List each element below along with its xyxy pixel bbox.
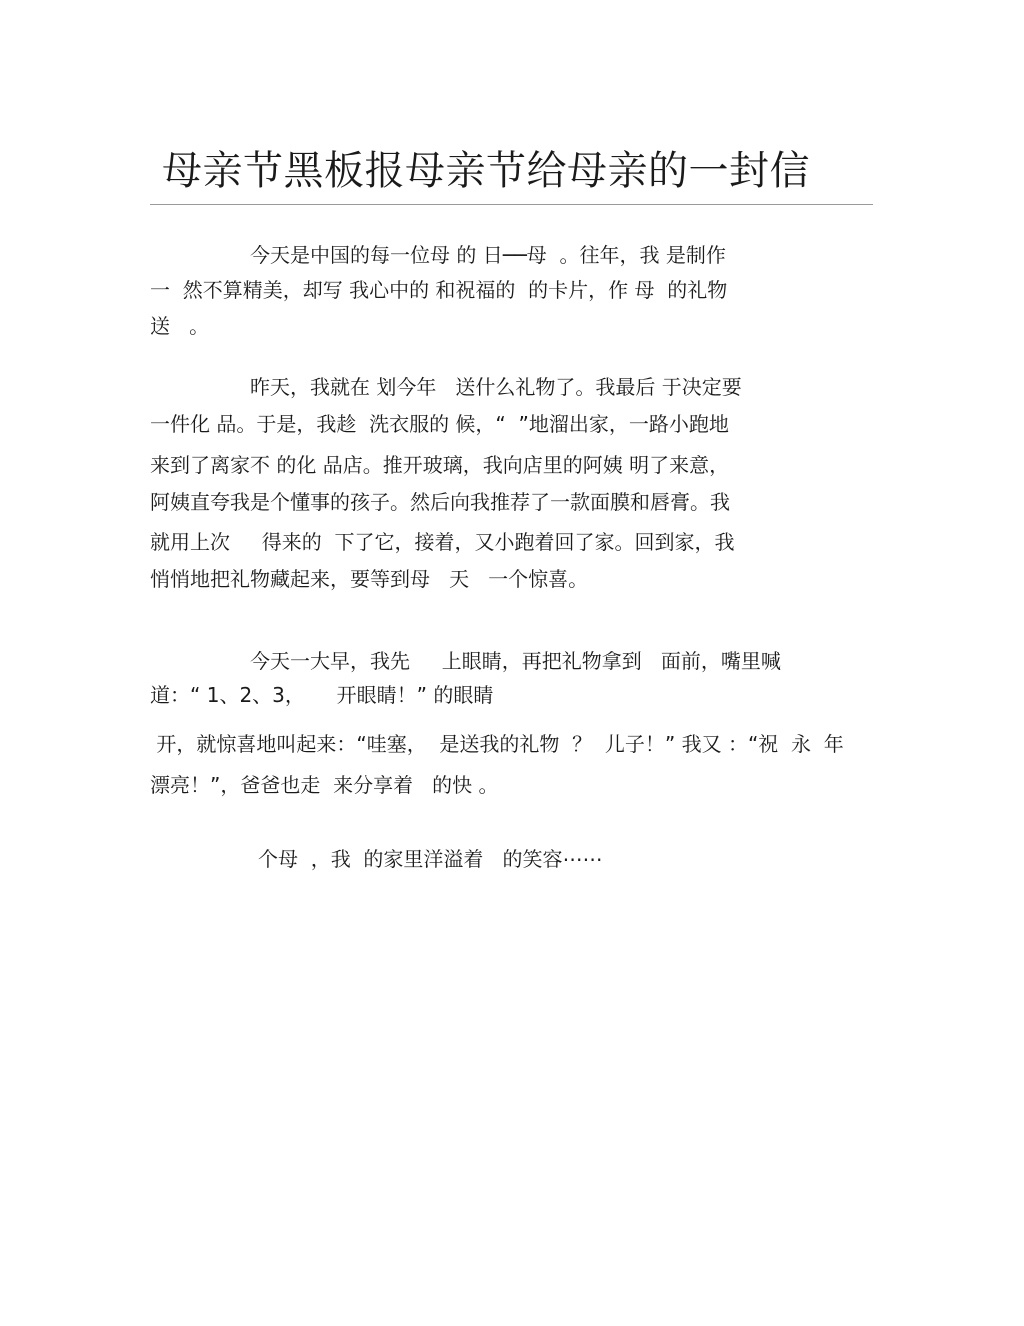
paragraph-1-line-3: 送 。 [150,314,210,338]
title-divider [150,204,873,205]
paragraph-2-line-5: 就用上次 得来的 下了它，接着，又小跑着回了家。回到家，我 [150,530,735,554]
paragraph-3-line-3: 开，就惊喜地叫起来：“哇塞， 是送我的礼物 ？ 儿子！” 我又 ：“祝 永 年 [150,732,844,756]
paragraph-2-line-2: 一件化 品。于是，我趁 洗衣服的 候，“ ”地溜出家，一路小跑地 [150,412,729,436]
paragraph-2-line-1: 昨天，我就在 划今年 送什么礼物了。我最后 于决定要 [250,375,742,399]
paragraph-2-line-3: 来到了离家不 的化 品店。推开玻璃，我向店里的阿姨 明了来意， [150,453,730,477]
paragraph-4-line-1: 个母 ，我 的家里洋溢着 的笑容⋯⋯ [258,847,603,871]
paragraph-3-line-1: 今天一大早，我先 上眼睛，再把礼物拿到 面前，嘴里喊 [250,649,781,673]
paragraph-2-line-4: 阿姨直夸我是个懂事的孩子。然后向我推荐了一款面膜和唇膏。我 [150,490,730,514]
paragraph-1-line-2: 一 然不算精美，却写 我心中的 和祝福的 的卡片，作 母 的礼物 [150,278,728,302]
paragraph-3-line-2: 道：“ 1、2、3， 开眼睛！” 的眼睛 [150,683,494,707]
paragraph-1-line-1: 今天是中国的每一位母 的 日──母 。往年，我 是制作 [250,243,726,267]
paragraph-2-line-6: 悄悄地把礼物藏起来，要等到母 天 一个惊喜。 [150,567,589,591]
page-title: 母亲节黑板报母亲节给母亲的一封信 [162,148,810,194]
paragraph-3-line-4: 漂亮！”，爸爸也走 来分享着 的快 。 [150,773,499,797]
